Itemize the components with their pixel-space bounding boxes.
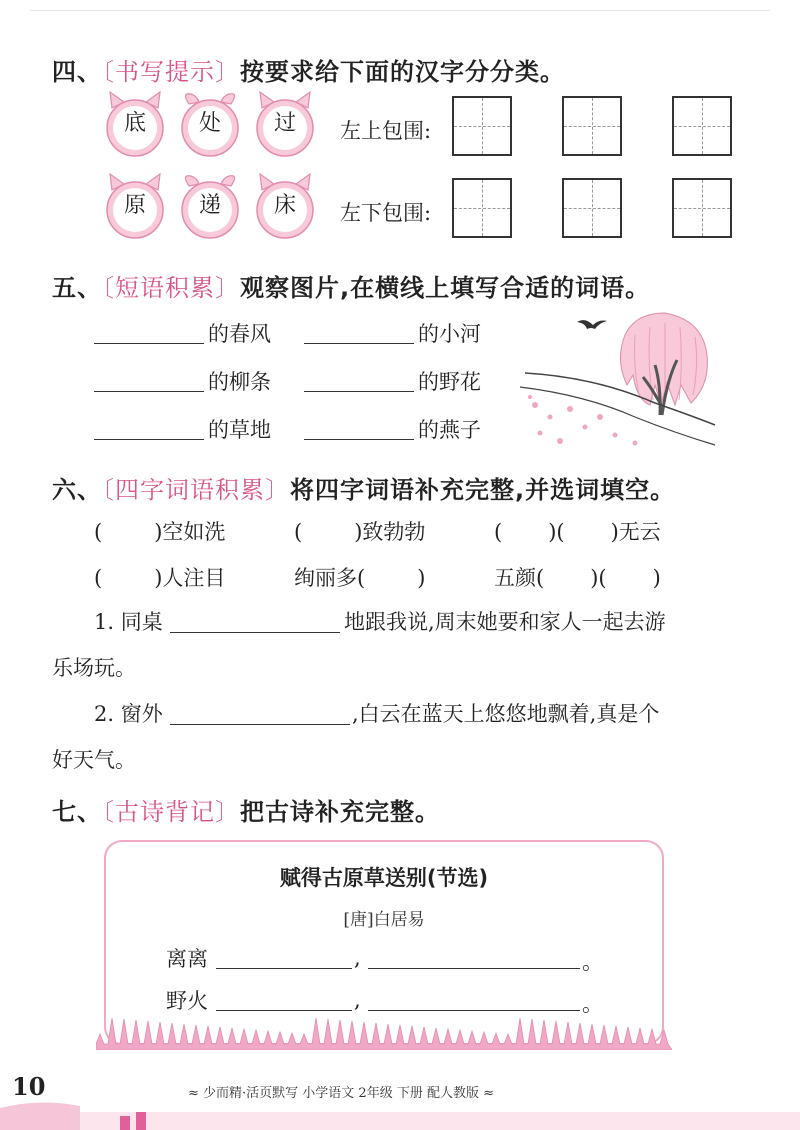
writing-grid-box[interactable] [562,178,622,238]
idiom-item: ( )致勃勃 [294,520,426,544]
poem-comma: , [354,946,361,970]
fill-blank[interactable] [216,968,352,969]
section-number: 四、 [52,58,102,86]
fill-blank[interactable] [94,439,204,440]
writing-grid-box[interactable] [672,96,732,156]
fill-blank[interactable] [304,391,414,392]
spring-willow-illustration [515,305,725,455]
idiom-item: 五颜( )( ) [494,566,661,590]
fill-blank[interactable] [304,439,414,440]
section-instruction: 按要求给下面的汉字分分类。 [240,58,565,86]
poem-line-2-start: 野火 [166,989,208,1013]
footer-decoration [0,1094,800,1130]
char-circle [175,90,245,158]
section-instruction: 把古诗补充完整。 [240,798,440,826]
chinese-character: 床 [273,193,296,218]
top-rule [30,10,770,11]
poem-author: [唐]白居易 [343,910,425,930]
swallow-icon [577,320,607,329]
poem-period: 。 [582,950,603,974]
fill-blank[interactable] [216,1010,352,1011]
chinese-character: 递 [198,193,221,218]
phrase-text: 的小河 [418,322,481,346]
fill-blank[interactable] [304,343,414,344]
char-circle [100,172,170,240]
writing-grid-box[interactable] [562,96,622,156]
question-2-cont: 好天气。 [52,748,136,772]
section-instruction: 观察图片,在横线上填写合适的词语。 [240,274,651,302]
grass-border-decoration [96,1014,672,1050]
section-tag: 四字词语积累 [115,476,265,504]
fill-blank[interactable] [94,343,204,344]
section-number: 五、 [52,274,102,302]
question-2-end: ,白云在蓝天上悠悠地飘着,真是个 [352,702,660,726]
question-1-end: 地跟我说,周末她要和家人一起去游 [344,610,666,634]
poem-period: 。 [582,992,603,1016]
poem-line-1-start: 离离 [166,947,208,971]
poem-comma: , [354,988,361,1012]
writing-grid-box[interactable] [452,96,512,156]
question-1-start: 1. 同桌 [94,610,163,634]
phrase-text: 的柳条 [208,370,271,394]
section-tag: 短语积累 [115,274,215,302]
idiom-item: ( )空如洗 [94,520,226,544]
section-tag: 书写提示 [115,58,215,86]
footer-text: ≈ 少而精·活页默写 小学语文 2年级 下册 配人教版 ≈ [188,1086,494,1101]
page-number: 10 [12,1072,46,1101]
poem-title: 赋得古原草送别(节选) [279,866,489,890]
fill-blank[interactable] [170,632,340,633]
chinese-character: 底 [123,111,146,136]
fill-blank[interactable] [170,724,350,725]
char-circle [175,172,245,240]
section-6-title: 六、〔四字词语积累〕将四字词语补充完整,并选词填空。 [52,476,676,504]
writing-grid-box[interactable] [452,178,512,238]
char-circle [100,90,170,158]
phrase-text: 的春风 [208,322,271,346]
section-number: 七、 [52,798,102,826]
section-instruction: 将四字词语补充完整,并选词填空。 [290,476,676,504]
writing-grid-box[interactable] [672,178,732,238]
fill-blank[interactable] [368,968,580,969]
section-7-title: 七、〔古诗背记〕把古诗补充完整。 [52,798,440,826]
phrase-text: 的草地 [208,418,271,442]
category-left-top-label: 左上包围: [340,119,432,143]
fill-blank[interactable] [94,391,204,392]
question-1-cont: 乐场玩。 [52,656,136,680]
idiom-item: ( )( )无云 [494,520,661,544]
phrase-text: 的燕子 [418,418,481,442]
char-circle [250,90,320,158]
question-2-start: 2. 窗外 [94,702,163,726]
fill-blank[interactable] [368,1010,580,1011]
idiom-item: ( )人注目 [94,566,226,590]
chinese-character: 处 [198,111,221,136]
char-circle [250,172,320,240]
section-number: 六、 [52,476,102,504]
section-4-title: 四、〔书写提示〕按要求给下面的汉字分分类。 [52,58,565,86]
section-tag: 古诗背记 [115,798,215,826]
category-left-bottom-label: 左下包围: [340,201,432,225]
idiom-item: 绚丽多( ) [294,566,426,590]
section-5-title: 五、〔短语积累〕观察图片,在横线上填写合适的词语。 [52,274,651,302]
chinese-character: 原 [123,193,146,218]
phrase-text: 的野花 [418,370,481,394]
chinese-character: 过 [273,111,296,136]
